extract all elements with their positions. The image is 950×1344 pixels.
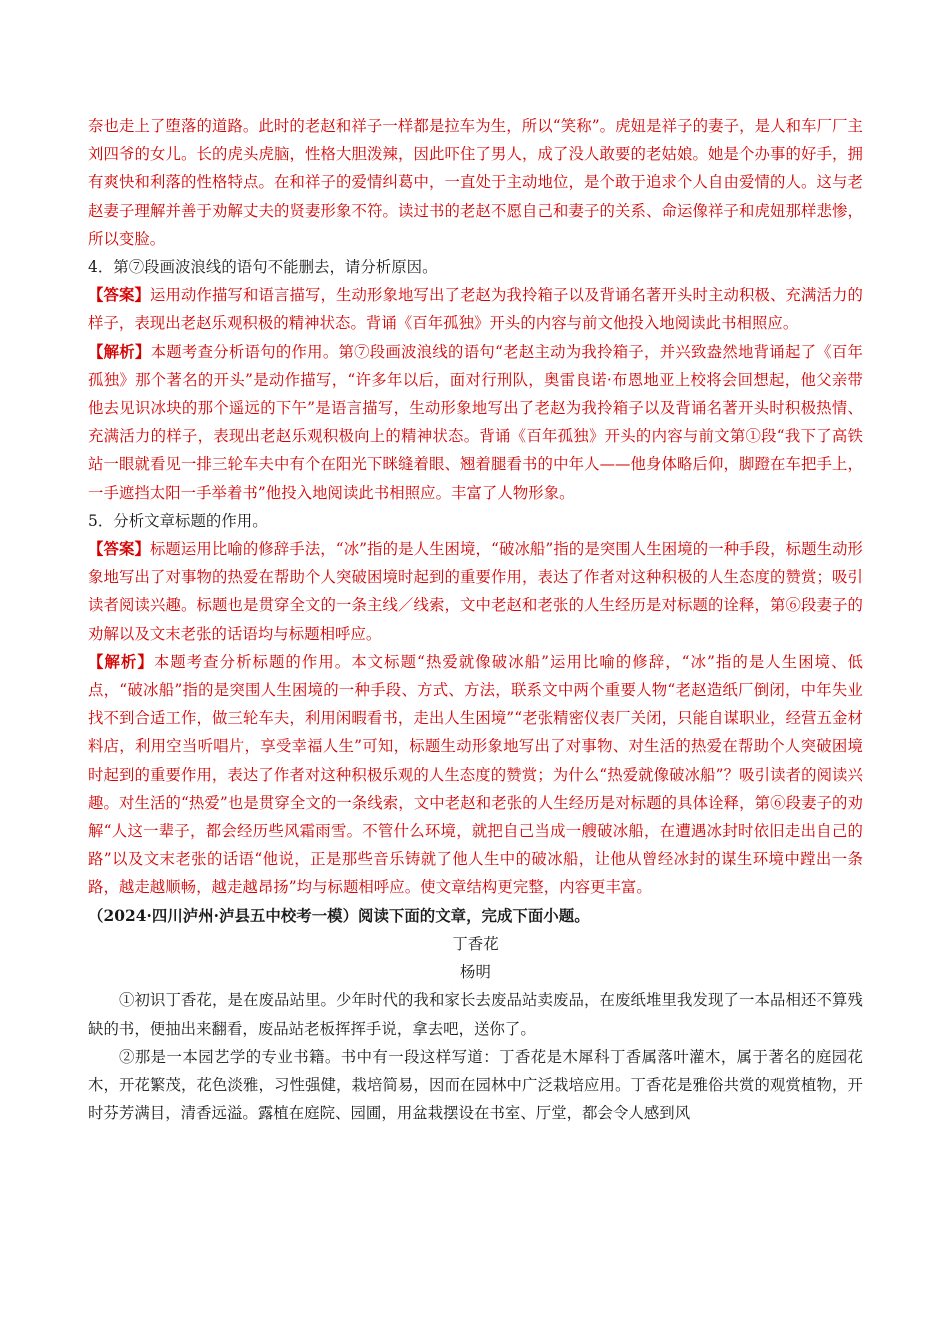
answer-tag: 【答案】 (88, 540, 150, 559)
answer-text: 运用动作描写和语言描写，生动形象地写出了老赵为我拎箱子以及背诵名著开头时主动积极、充满活力的样子，表现出老赵乐观积极的精神状态。背诵《百年孤独》开头的内容与前文他投入地阅读此书相照应。 (88, 286, 863, 333)
answer-block-q5 (88, 535, 863, 648)
answer-continuation: 奈也走上了堕落的道路。此时的老赵和祥子一样都是拉车为生，所以“笑称”。虎妞是祥子的妻子，是人和车厂厂主刘四爷的女儿。长的虎头虎脑，性格大胆泼辣，因此吓住了男人，成了没人敢要的老姑娘。她是个办事的好手，拥有爽快和利落的性格特点。在和祥子的爱情纠葛中，一直处于主动地位，是个敢于追求个人自由爱情的人。这与老赵妻子理解并善于劝解丈夫的贤妻形象不符。读过书的老赵不愿自己和妻子的关系、命运像祥子和虎妞那样悲惨，所以变脸。 (88, 117, 863, 248)
analysis-text: 本题考查分析标题的作用。本文标题“热爱就像破冰船”运用比喻的修辞，“冰”指的是人生困境、低点，“破冰船”指的是突围人生困境的一种手段、方式、方法，联系文中两个重要人物“老赵造纸厂倒闭，中年失业找不到合适工作，做三轮车夫，利用闲暇看书，走出人生困境”“老张精密仪表厂关闭，只能自谋职业，经营五金材料店，利用空当听唱片，享受幸福人生”可知，标题生动形象地写出了对事物、对生活的热爱在帮助个人突破困境时起到的重要作用，表达了作者对这种积极乐观的人生态度的赞赏；为什么“热爱就像破冰船”？吸引读者的阅读兴趣。对生活的“热爱”也是贯穿全文的一条线索，文中老赵和老张的人生经历是对标题的具体诠释，第⑥段妻子的劝解“人这一辈子，都会经历些风霜雨雪。不管什么环境，就把自己当成一艘破冰船，在遭遇冰封时依旧走出自己的路”以及文末老张的话语“他说，正是那些音乐铸就了他人生中的破冰船，让他从曾经冰封的谋生环境中蹚出一条路，越走越顺畅，越走越昂扬”均与标题相呼应。使文章结构更完整，内容更丰富。 (88, 652, 863, 897)
answer-tag: 【答案】 (88, 286, 151, 305)
section-heading: （2024·四川泸州·泸县五中校考一模）阅读下面的文章，完成下面小题。 (88, 906, 590, 925)
analysis-block-q4 (88, 338, 863, 507)
analysis-block-q5 (88, 648, 863, 902)
answer-block-q4 (88, 281, 863, 337)
article-paragraph-2: ②那是一本园艺学的专业书籍。书中有一段这样写道：丁香花是木犀科丁香属落叶灌木，属于著名的庭园花木，开花繁茂，花色淡雅，习性强健，栽培简易，因而在园林中广泛栽培应用。丁香花是雅俗共赏的观赏植物，开时芬芳满目，清香远溢。露植在庭院、园圃，用盆栽摆设在书室、厅堂，都会令人感到风 (88, 1047, 863, 1123)
article-author: 杨明 (460, 963, 491, 982)
question-5: 5．分析文章标题的作用。 (88, 511, 268, 530)
analysis-text: 本题考查分析语句的作用。第⑦段画波浪线的语句“老赵主动为我拎箱子，并兴致盎然地背诵起了《百年孤独》那个著名的开头”是动作描写，“许多年以后，面对行刑队，奥雷良诺·布恩地亚上校将会回想起，他父亲带他去见识冰块的那个遥远的下午”是语言描写，生动形象地写出了老赵为我拎箱子以及背诵名著开头时积极热情、充满活力的样子，表现出老赵乐观积极向上的精神状态。背诵《百年孤独》开头的内容与前文第①段“我下了高铁站一眼就看见一排三轮车夫中有个在阳光下眯缝着眼、翘着腿看书的中年人——他身体略后仰，脚蹬在车把手上，一手遮挡太阳一手举着书”他投入地阅读此书相照应。丰富了人物形象。 (88, 342, 863, 502)
article-paragraph-1: ①初识丁香花，是在废品站里。少年时代的我和家长去废品站卖废品，在废纸堆里我发现了一本品相还不算残缺的书，便抽出来翻看，废品站老板挥挥手说，拿去吧，送你了。 (88, 991, 863, 1038)
document-page (88, 112, 863, 1127)
question-4: 4．第⑦段画波浪线的语句不能删去，请分析原因。 (88, 258, 438, 277)
analysis-tag: 【解析】 (88, 342, 151, 361)
analysis-tag: 【解析】 (88, 652, 154, 671)
answer-text: 标题运用比喻的修辞手法，“冰”指的是人生困境，“破冰船”指的是突围人生困境的一种手段，标题生动形象地写出了对事物的热爱在帮助个人突破困境时起到的重要作用，表达了作者对这种积极的人生态度的赞赏；吸引读者阅读兴趣。标题也是贯穿全文的一条主线／线索，文中老赵和老张的人生经历是对标题的诠释，第⑥段妻子的劝解以及文末老张的话语均与标题相呼应。 (88, 540, 863, 643)
article-title: 丁香花 (452, 934, 499, 953)
